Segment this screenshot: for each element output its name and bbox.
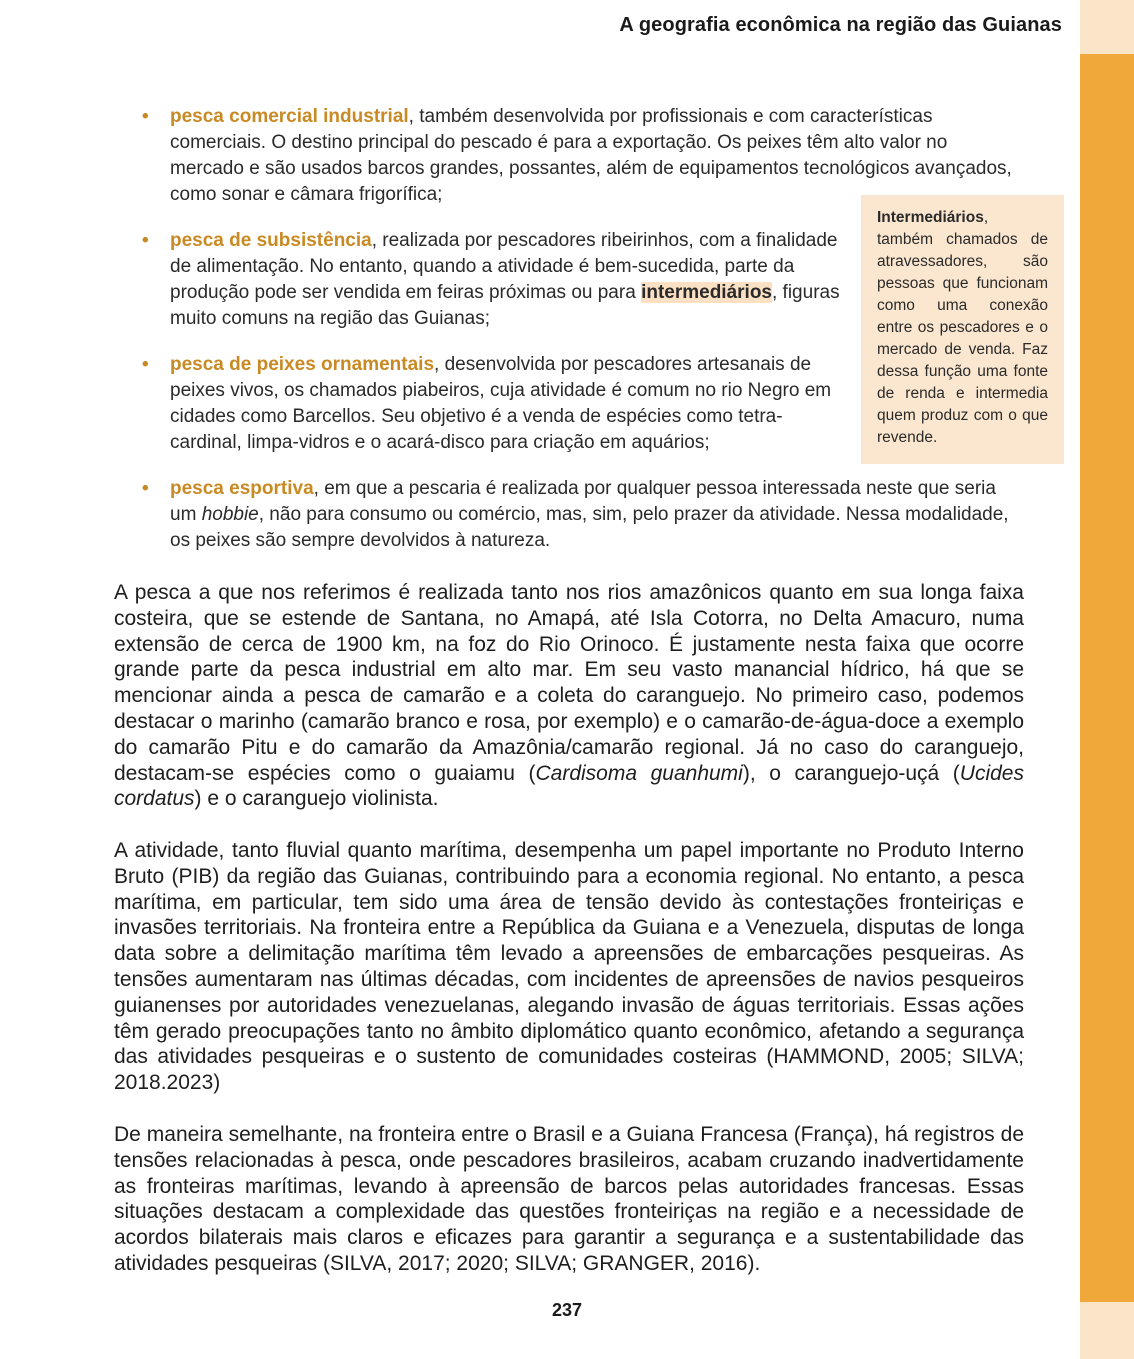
term-commercial-fishing: pesca comercial industrial (170, 106, 409, 127)
body-paragraph-1 (114, 580, 1024, 812)
body-paragraph-3: De maneira semelhante, na fronteira entre o Brasil e a Guiana Francesa (França), há registros de tensões relacionadas à pesca, onde pescadores brasileiros, acabam cruzando inadvertidamente as fronteiras marítimas, levando à apreensão de barcos pelas autoridades francesas. Essas situações destacam a complexidade das questões fronteiriças na região e a necessidade de acordos bilaterais mais claros e eficazes para garantir a segurança e a sustentabilidade das atividades pesqueiras (SILVA, 2017; 2020; SILVA; GRANGER, 2016). (114, 1123, 1024, 1275)
page-number: 237 (551, 1300, 583, 1320)
edge-tab-top (1080, 0, 1134, 54)
term-sport-fishing: pesca esportiva (170, 478, 314, 499)
item-text: , em que a pescaria é realizada por qualquer pessoa interessada neste que seria um (170, 478, 996, 525)
list-item-sport-fishing (142, 476, 1024, 554)
paragraph-text: ) e o caranguejo violinista. (194, 787, 439, 811)
running-head: A geografia econômica na região das Guianas (619, 14, 1062, 36)
item-text: , desenvolvida por pescadores artesanais de peixes vivos, os chamados piabeiros, cuja atividade é comum no rio Negro em cidades como Barcellos. Seu objetivo é a venda de espécies como tetra-cardinal, limpa-vidros e o acará-disco para criação em aquários; (170, 354, 832, 453)
term-ornamental-fishing: pesca de peixes ornamentais (170, 354, 435, 375)
item-text: , realizada por pescadores ribeirinhos, com a finalidade de alimentação. No entanto, quando a atividade é bem-sucedida, parte da produção pode ser vendida em feiras próximas ou para (170, 230, 838, 303)
highlighted-term-intermediarios: intermediários (641, 282, 772, 303)
edge-tab-bottom (1080, 1302, 1134, 1359)
body-paragraph-2: A atividade, tanto fluvial quanto marítima, desempenha um papel importante no Produto Interno Bruto (PIB) da região das Guianas, contribuindo para a economia regional. No entanto, a pesca marítima, em particular, tem sido uma área de tensão devido às contestações fronteiriças e invasões territoriais. Na fronteira entre a República da Guiana e a Venezuela, disputas de longa data sobre a delimitação marítima têm levado a apreensões de embarcações pesqueiras. As tensões aumentaram nas últimas décadas, com incidentes de apreensões de navios pesqueiros guianenses por autoridades venezuelanas, alegando invasão de águas territoriais. Essas ações têm gerado preocupações tanto no âmbito diplomático quanto econômico, afetando a segurança das atividades pesqueiras e o sustento de comunidades costeiras (HAMMOND, 2005; SILVA; 2018.2023) (114, 839, 1024, 1095)
item-text: , também desenvolvida por profissionais e com características comerciais. O destino principal do pescado é para a exportação. Os peixes têm alto valor no mercado e são usados barcos grandes, possantes, além de equipamentos tecnológicos avançados, como sonar e câmara frigorífica; (170, 106, 1012, 205)
item-text: , figuras muito comuns na região das Guianas; (170, 282, 840, 329)
list-item-ornamental-fishing (142, 352, 850, 456)
list-item-commercial-fishing (142, 104, 1024, 208)
item-text: , não para consumo ou comércio, mas, sim, pelo prazer da atividade. Nessa modalidade, os peixes são sempre devolvidos à natureza. (170, 504, 1009, 551)
glossary-term: Intermediários (877, 209, 984, 226)
bullet-icon: • (142, 478, 149, 499)
italic-word: hobbie (201, 504, 259, 525)
term-subsistence-fishing: pesca de subsistência (170, 230, 372, 251)
edge-tab-orange (1080, 54, 1134, 1302)
bullet-icon: • (142, 354, 149, 375)
glossary-definition: , também chamados de atravessadores, são pessoas que funcionam como uma conexão entre os pescadores e o mercado de venda. Faz dessa função uma fonte de renda e intermedia quem produz com o que revende. (877, 209, 1048, 446)
glossary-sidebar (861, 195, 1064, 464)
list-item-subsistence-fishing (142, 228, 850, 332)
paragraph-text: A pesca a que nos referimos é realizada tanto nos rios amazônicos quanto em sua longa faixa costeira, que se estende de Santana, no Amapá, até Isla Cotorra, no Delta Amacuro, numa extensão de cerca de 1900 km, na foz do Rio Orinoco. É justamente nesta faixa que ocorre grande parte da pesca industrial em alto mar. Em seu vasto manancial hídrico, há que se mencionar ainda a pesca de camarão e a coleta do caranguejo. No primeiro caso, podemos destacar o marinho (camarão branco e rosa, por exemplo) e o camarão-de-água-doce a exemplo do camarão Pitu e do camarão da Amazônia/camarão regional. Já no caso do caranguejo, destacam-se espécies como o guaiamu ( (114, 581, 1024, 785)
bullet-icon: • (142, 106, 149, 127)
bullet-icon: • (142, 230, 149, 251)
species-name: Cardisoma guanhumi (535, 761, 743, 785)
paragraph-text: ), o caranguejo-uçá ( (742, 761, 960, 785)
species-name: Ucides cordatus (114, 761, 1024, 811)
